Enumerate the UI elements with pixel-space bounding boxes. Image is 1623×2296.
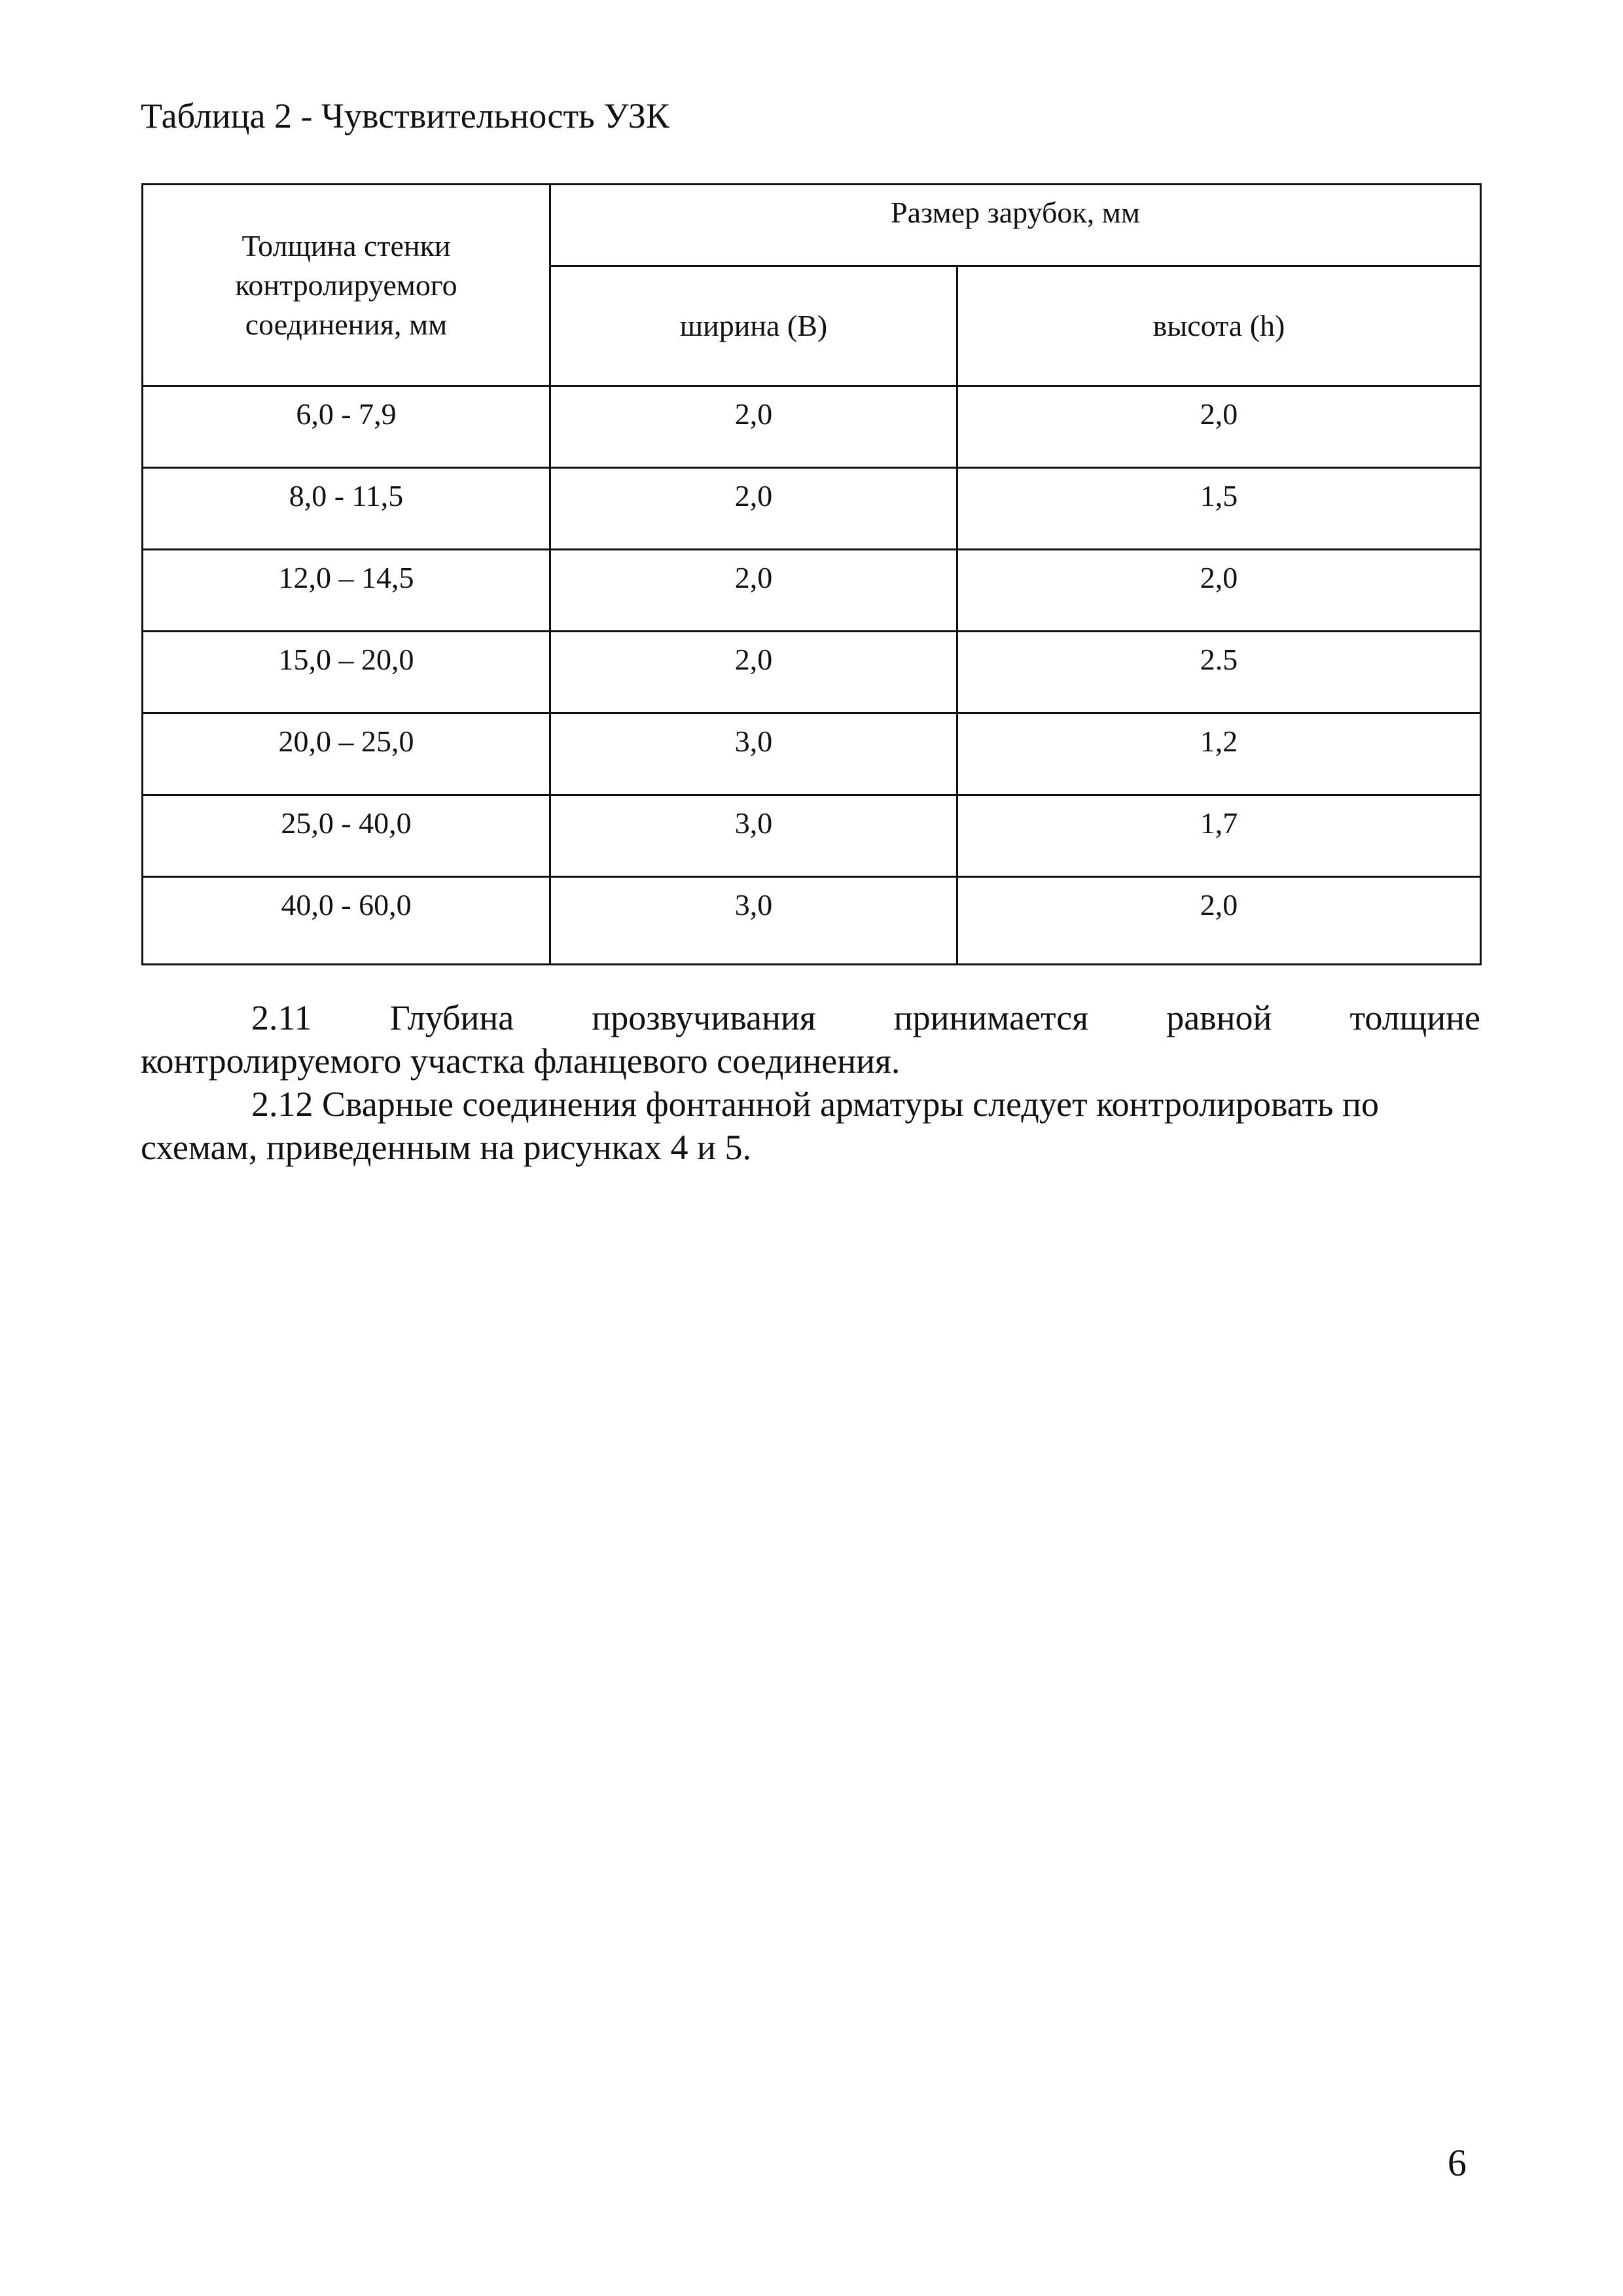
word: прозвучивания (592, 998, 816, 1037)
table-row (143, 550, 1481, 632)
cell-width: 2,0 (550, 386, 957, 468)
header-width: ширина (B) (550, 266, 957, 386)
cell-height: 2,0 (957, 386, 1481, 468)
paragraph-2-11 (141, 996, 1480, 1083)
header-thickness (143, 185, 550, 386)
word: принимается (893, 998, 1089, 1037)
header-thickness-line: контролируемого (235, 268, 457, 302)
cell-thickness: 12,0 – 14,5 (143, 550, 550, 632)
paragraph-2-12 (141, 1083, 1480, 1169)
cell-thickness: 8,0 - 11,5 (143, 468, 550, 550)
cell-width: 2,0 (550, 468, 957, 550)
word: 2.11 (251, 998, 312, 1037)
header-thickness-line: Толщина стенки (241, 228, 451, 262)
table-row (143, 468, 1481, 550)
cell-height: 2,0 (957, 877, 1481, 965)
word: Глубина (389, 998, 514, 1037)
cell-thickness: 15,0 – 20,0 (143, 632, 550, 713)
cell-width: 3,0 (550, 877, 957, 965)
cell-width: 3,0 (550, 795, 957, 877)
sensitivity-table (141, 183, 1482, 965)
paragraph-2-11-line2: контролируемого участка фланцевого соединения. (141, 1041, 901, 1081)
cell-height: 1,7 (957, 795, 1481, 877)
header-height: высота (h) (957, 266, 1481, 386)
cell-height: 1,5 (957, 468, 1481, 550)
header-notch-size: Размер зарубок, мм (550, 185, 1481, 266)
cell-thickness: 40,0 - 60,0 (143, 877, 550, 965)
cell-width: 2,0 (550, 632, 957, 713)
cell-thickness: 20,0 – 25,0 (143, 713, 550, 795)
paragraph-2-12-line1: 2.12 Сварные соединения фонтанной арматуры следует контролировать по (251, 1085, 1379, 1124)
cell-width: 3,0 (550, 713, 957, 795)
cell-width: 2,0 (550, 550, 957, 632)
cell-thickness: 6,0 - 7,9 (143, 386, 550, 468)
cell-thickness: 25,0 - 40,0 (143, 795, 550, 877)
paragraph-2-11-line1 (141, 996, 1480, 1039)
cell-height: 1,2 (957, 713, 1481, 795)
table-caption: Таблица 2 - Чувствительность УЗК (141, 96, 669, 135)
table-row (143, 795, 1481, 877)
paragraph-2-12-line2: схемам, приведенным на рисунках 4 и 5. (141, 1128, 751, 1167)
table-row (143, 713, 1481, 795)
header-thickness-line: соединения, мм (245, 307, 448, 341)
word: равной (1166, 998, 1272, 1037)
table-row (143, 632, 1481, 713)
page-number: 6 (1448, 2142, 1467, 2184)
cell-height: 2,0 (957, 550, 1481, 632)
word: толщине (1349, 998, 1480, 1037)
table-row (143, 877, 1481, 965)
cell-height: 2.5 (957, 632, 1481, 713)
table-row (143, 386, 1481, 468)
table-header-row (143, 185, 1481, 266)
